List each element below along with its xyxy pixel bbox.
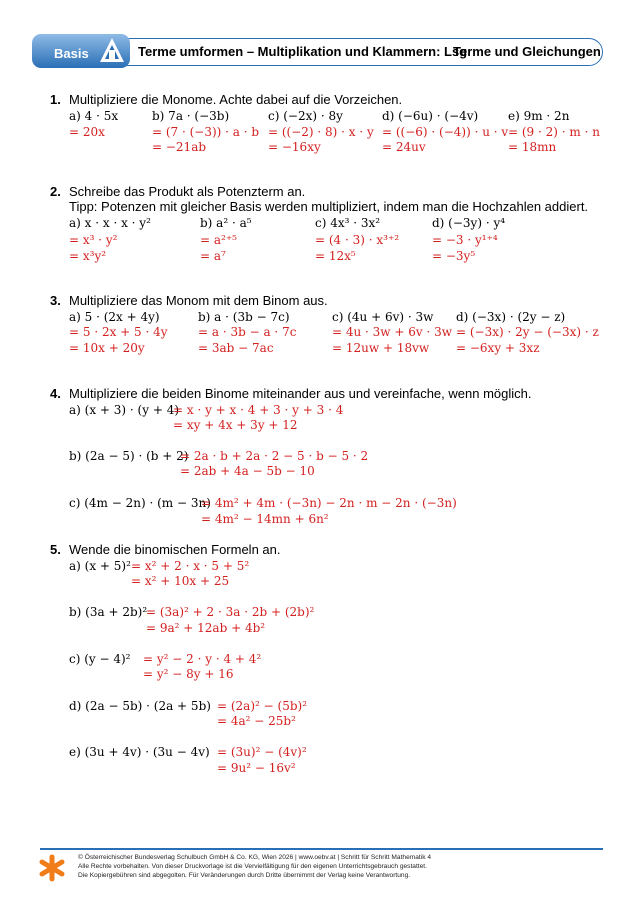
item-label: b) a · (3b − 7c) [198, 310, 290, 324]
item-label: a) 4 · 5x [69, 109, 119, 123]
solution-step: = 18mn [508, 140, 557, 154]
item-label: c) (4m − 2n) · (m − 3n) [69, 496, 211, 510]
solution-step: = −16xy [268, 140, 321, 154]
task-instruction: Wende die binomischen Formeln an. [69, 542, 281, 557]
item-label: b) (2a − 5) · (b + 2) [69, 449, 189, 463]
solution-step: = 3ab − 7ac [198, 341, 274, 355]
item-label: c) (4u + 6v) · 3w [332, 310, 434, 324]
task-instruction: Multipliziere die Monome. Achte dabei auf die Vorzeichen. [69, 92, 403, 107]
task-number: 2. [50, 184, 61, 199]
solution-step: = x³ · y² [69, 233, 118, 247]
solution-step: = −3y⁵ [432, 249, 476, 263]
solution-step: = 24uv [382, 140, 426, 154]
task-instruction: Schreibe das Produkt als Potenzterm an. [69, 184, 306, 199]
logo-text: Basis [54, 46, 89, 61]
solution-step: = (3u)² − (4v)² [217, 745, 307, 759]
solution-step: = ((−6) · (−4)) · u · v [382, 125, 509, 139]
task-tip: Tipp: Potenzen mit gleicher Basis werden multipliziert, indem man die Hochzahlen addiert. [69, 199, 589, 214]
solution-step: = 12x⁵ [315, 249, 356, 263]
solution-step: = x³y² [69, 249, 107, 263]
solution-step: = a²⁺⁵ [200, 233, 237, 247]
solution-step: = 4a² − 25b² [217, 714, 296, 728]
task-number: 3. [50, 293, 61, 308]
solution-step: = 4m² + 4m · (−3n) − 2n · m − 2n · (−3n) [201, 496, 457, 510]
footer-rights: Alle Rechte vorbehalten. Von dieser Druckvorlage ist die Vervielfältigung für den eigenen Unterrichtsgebrauch gestattet. [78, 863, 427, 870]
solution-step: = 9a² + 12ab + 4b² [146, 621, 266, 635]
publisher-star-icon [38, 854, 66, 882]
solution-step: = 2ab + 4a − 5b − 10 [180, 464, 315, 478]
solution-step: = 10x + 20y [69, 341, 145, 355]
solution-step: = ((−2) · 8) · x · y [268, 125, 374, 139]
item-label: e) (3u + 4v) · (3u − 4v) [69, 745, 210, 759]
item-label: a) (x + 5)² [69, 559, 131, 573]
task-number: 4. [50, 386, 61, 401]
solution-step: = 5 · 2x + 5 · 4y [69, 325, 168, 339]
item-label: b) 7a · (−3b) [152, 109, 230, 123]
solution-step: = (2a)² − (5b)² [217, 699, 308, 713]
solution-step: = 20x [69, 125, 105, 139]
solution-step: = x² + 10x + 25 [131, 574, 230, 588]
solution-step: = 4m² − 14mn + 6n² [201, 512, 329, 526]
item-label: a) 5 · (2x + 4y) [69, 310, 160, 324]
task-number: 5. [50, 542, 61, 557]
document-topic: Terme und Gleichungen [453, 44, 601, 59]
item-label: c) (−2x) · 8y [268, 109, 343, 123]
solution-step: = y² − 8y + 16 [143, 667, 234, 681]
solution-step: = −3 · y¹⁺⁴ [432, 233, 498, 247]
solution-step: = x² + 2 · x · 5 + 5² [131, 559, 250, 573]
solution-step: = (4 · 3) · x³⁺² [315, 233, 400, 247]
solution-step: = 9u² − 16v² [217, 761, 296, 775]
item-label: d) (−6u) · (−4v) [382, 109, 479, 123]
item-label: b) a² · a⁵ [200, 216, 252, 230]
solution-step: = x · y + x · 4 + 3 · y + 3 · 4 [173, 403, 344, 417]
solution-step: = (3a)² + 2 · 3a · 2b + (2b)² [146, 605, 315, 619]
footer-copyright: © Österreichischer Bundesverlag Schulbuch GmbH & Co. KG, Wien 2026 | www.oebv.at | Schritt für Schritt Mathematik 4 [78, 854, 432, 861]
item-label: a) x · x · x · y² [69, 216, 151, 230]
basis-logo [32, 34, 130, 68]
solution-step: = (7 · (−3)) · a · b [152, 125, 260, 139]
solution-step: = xy + 4x + 3y + 12 [173, 418, 298, 432]
task-instruction: Multipliziere das Monom mit dem Binom aus. [69, 293, 328, 308]
solution-step: = 4u · 3w + 6v · 3w [332, 325, 453, 339]
footer-disclaimer: Die Kopiergebühren sind abgegolten. Für Veränderungen durch Dritte übernimmt der Verlag keine Verantwortung. [78, 872, 411, 879]
solution-step: = a⁷ [200, 249, 226, 263]
item-label: c) 4x³ · 3x² [315, 216, 381, 230]
solution-step: = (9 · 2) · m · n [508, 125, 600, 139]
item-label: e) 9m · 2n [508, 109, 570, 123]
solution-step: = −21ab [152, 140, 207, 154]
task-instruction: Multipliziere die beiden Binome miteinander aus und vereinfache, wenn möglich. [69, 386, 532, 401]
item-label: c) (y − 4)² [69, 652, 131, 666]
solution-step: = 12uw + 18vw [332, 341, 430, 355]
item-label: b) (3a + 2b)² [69, 605, 148, 619]
item-label: d) (2a − 5b) · (2a + 5b) [69, 699, 211, 713]
item-label: d) (−3x) · (2y − z) [456, 310, 566, 324]
footer-divider [40, 848, 603, 850]
task-number: 1. [50, 92, 61, 107]
solution-step: = y² − 2 · y · 4 + 4² [143, 652, 262, 666]
solution-step: = (−3x) · 2y − (−3x) · z [456, 325, 599, 339]
solution-step: = −6xy + 3xz [456, 341, 540, 355]
item-label: d) (−3y) · y⁴ [432, 216, 506, 230]
document-title: Terme umformen – Multiplikation und Klammern: Lsg [138, 44, 468, 59]
solution-step: = a · 3b − a · 7c [198, 325, 297, 339]
solution-step: = 2a · b + 2a · 2 − 5 · b − 5 · 2 [180, 449, 369, 463]
item-label: a) (x + 3) · (y + 4) [69, 403, 180, 417]
